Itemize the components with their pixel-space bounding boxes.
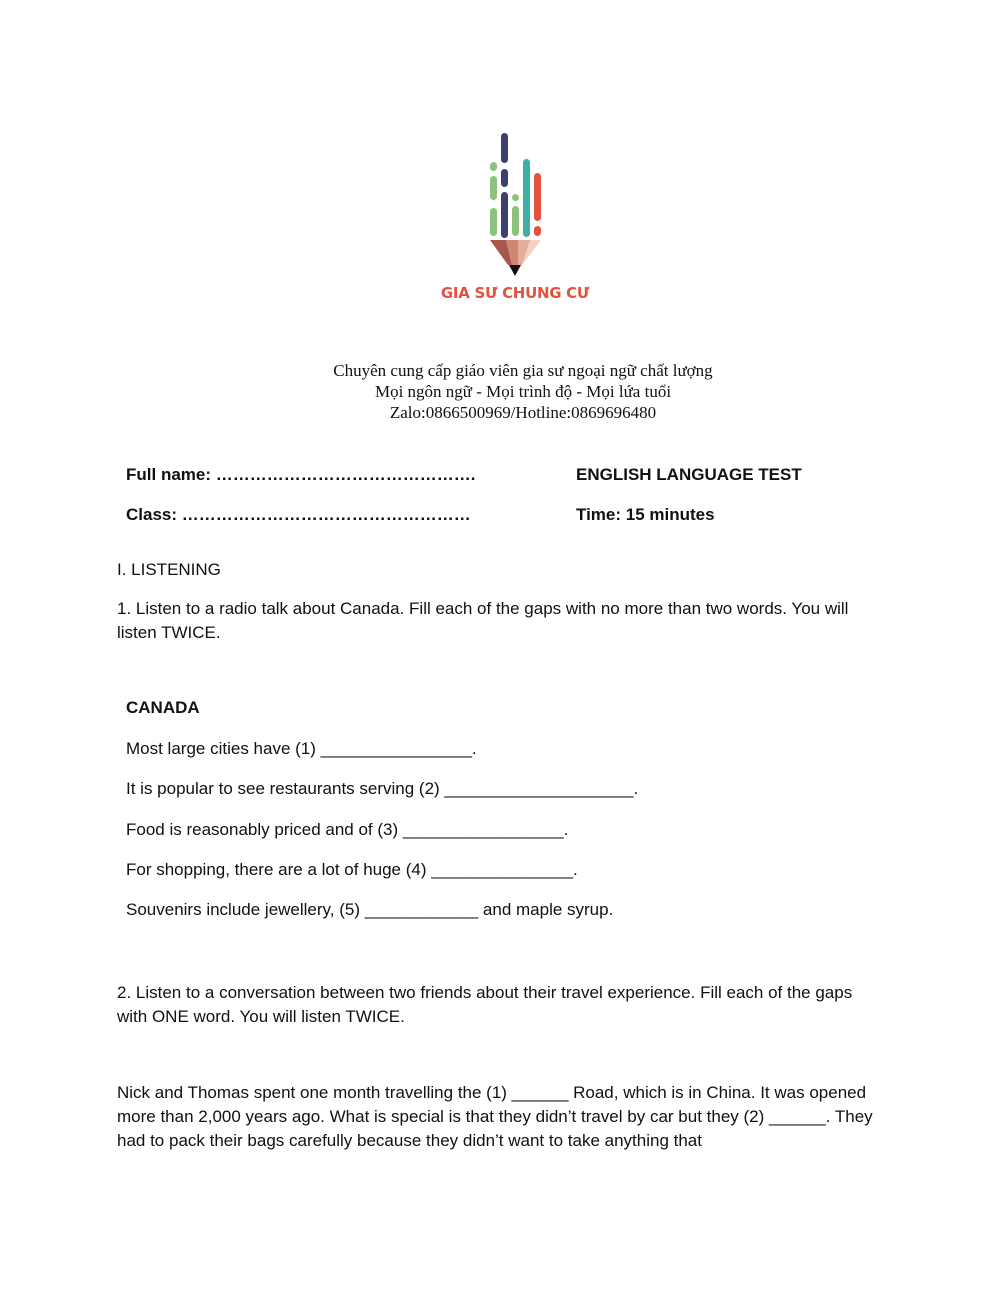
tagline-line-3: Zalo:0866500969/Hotline:0869696480 <box>389 403 657 422</box>
brand-name: GIA SƯ CHUNG CƯ <box>440 284 590 302</box>
part2-instructions: 2. Listen to a conversation between two friends about their travel experience. Fill each of the gaps with ONE word. You will listen TWICE. <box>117 983 853 1026</box>
full-name-field: Full name: ………………………………………. <box>126 465 476 484</box>
gap-item-2: It is popular to see restaurants serving (2) ____________________. <box>126 779 639 798</box>
test-title: ENGLISH LANGUAGE TEST <box>576 465 802 484</box>
gap-item-4: For shopping, there are a lot of huge (4) _______________. <box>126 860 578 879</box>
part1-instructions: 1. Listen to a radio talk about Canada. Fill each of the gaps with no more than two words. You will listen TWICE. <box>117 599 849 642</box>
gap-item-3: Food is reasonably priced and of (3) _________________. <box>126 820 569 839</box>
gap-item-5: Souvenirs include jewellery, (5) ____________ and maple syrup. <box>126 900 614 919</box>
tagline-line-2: Mọi ngôn ngữ - Mọi trình độ - Mọi lứa tuổi <box>374 382 672 401</box>
part1-topic: CANADA <box>126 698 200 717</box>
tagline-line-1: Chuyên cung cấp giáo viên gia sư ngoại ngữ chất lượng <box>333 361 713 380</box>
part2-passage: Nick and Thomas spent one month travelling the (1) ______ Road, which is in China. It was opened more than 2,000 years ago. What is special is that they didn’t travel by car but they (2) ______. They had to pack their bags carefully because they didn’t want to take anything that <box>117 1083 873 1150</box>
brand-logo <box>440 128 590 308</box>
class-field: Class: …………………………………………… <box>126 505 471 524</box>
gap-item-1: Most large cities have (1) ________________. <box>126 739 477 758</box>
time-label: Time: 15 minutes <box>576 505 715 524</box>
section-title-listening: I. LISTENING <box>117 560 221 579</box>
pencil-logo-icon <box>440 128 590 288</box>
tagline <box>200 360 846 423</box>
